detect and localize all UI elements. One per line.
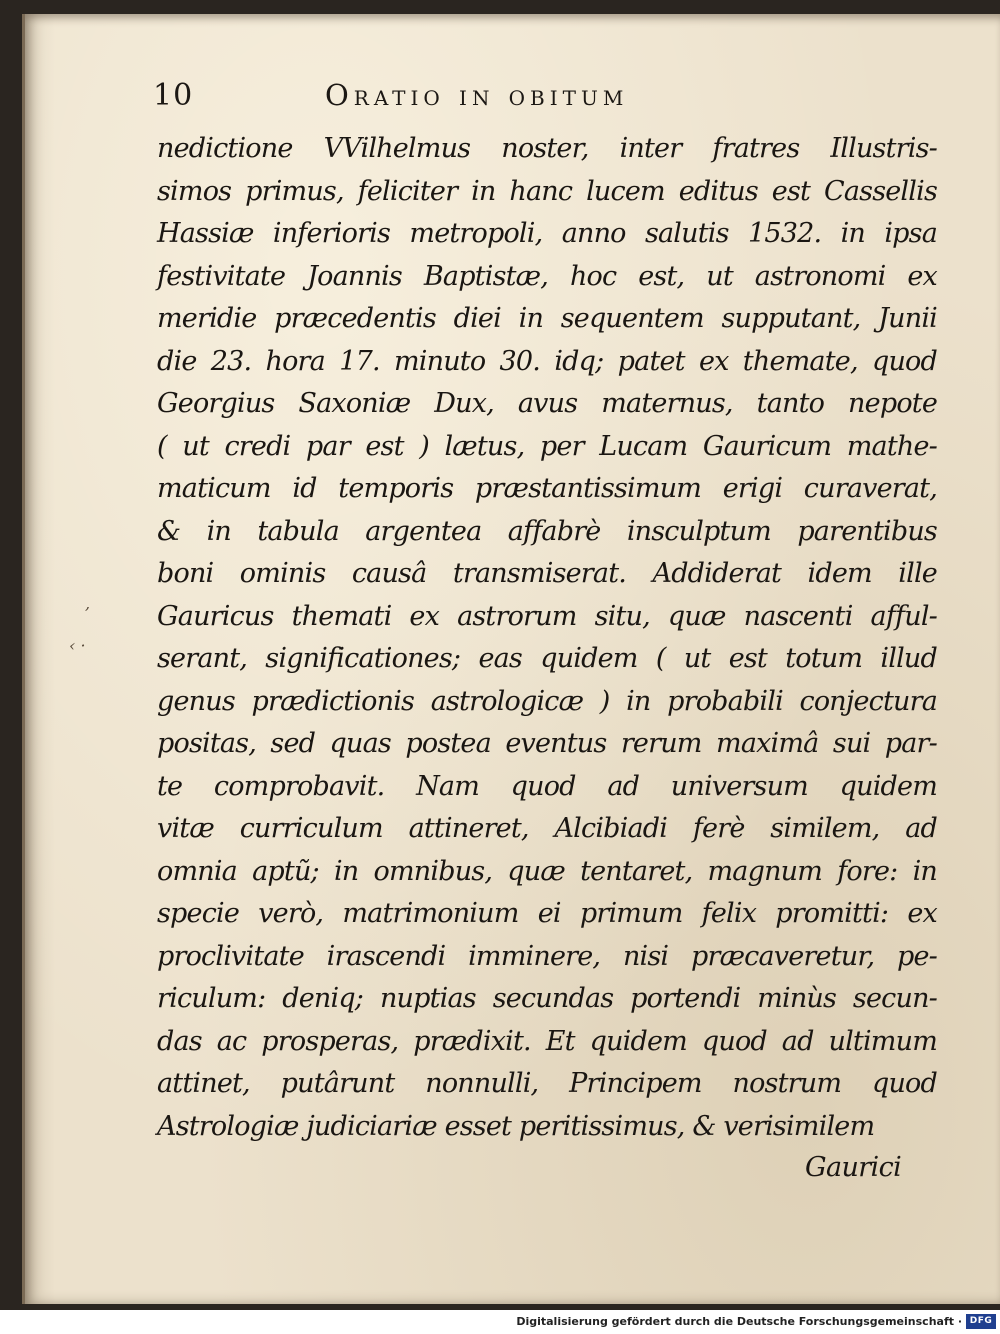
text-line: simos primus, feliciter in hanc lucem editus est Cassellis bbox=[157, 175, 937, 207]
text-line: ( ut credi par est ) lætus, per Lucam Gauricum mathe- bbox=[157, 430, 937, 462]
text-line: attinet, putârunt nonnulli, Principem nostrum quod bbox=[157, 1068, 937, 1099]
page-number: 10 bbox=[153, 78, 194, 113]
text-line: vitæ curriculum attineret, Alcibiadi ferè similem, ad bbox=[157, 813, 937, 844]
text-line: maticum id temporis præstantissimum erigi curaverat, bbox=[157, 473, 937, 504]
text-line: serant, significationes; eas quidem ( ut est totum illud bbox=[157, 643, 937, 674]
text-line: te comprobavit. Nam quod ad universum quidem bbox=[157, 770, 937, 802]
funding-credit: Digitalisierung gefördert durch die Deutsche Forschungsgemeinschaft · bbox=[516, 1315, 962, 1328]
text-line: proclivitate irascendi imminere, nisi præcaveretur, pe- bbox=[157, 940, 937, 972]
text-line: omnia aptũ; in omnibus, quæ tentaret, magnum fore: in bbox=[157, 855, 937, 887]
text-line: genus prædictionis astrologicæ ) in probabili conjectura bbox=[157, 685, 937, 717]
margin-mark: , bbox=[85, 594, 91, 613]
text-line: riculum: deniq; nuptias secundas portendi minùs secun- bbox=[157, 983, 937, 1014]
text-line: specie verò, matrimonium ei primum felix promitti: ex bbox=[157, 898, 937, 929]
text-line: nedictione VVilhelmus noster, inter fratres Illustris- bbox=[157, 133, 937, 164]
digitization-footer bbox=[0, 1312, 1000, 1334]
text-line: Gauricus themati ex astrorum situ, quæ nascenti afful- bbox=[157, 600, 937, 632]
text-line: meridie præcedentis diei in sequentem supputant, Junii bbox=[157, 303, 937, 334]
running-head bbox=[153, 78, 753, 118]
text-line: das ac prosperas, prædixit. Et quidem quod ad ultimum bbox=[157, 1025, 937, 1057]
text-line: Georgius Saxoniæ Dux, avus maternus, tanto nepote bbox=[157, 388, 937, 419]
margin-mark: ‹ · bbox=[69, 636, 86, 655]
text-line: die 23. hora 17. minuto 30. idq; patet ex themate, quod bbox=[157, 345, 937, 377]
text-line: positas, sed quas postea eventus rerum maximâ sui par- bbox=[157, 728, 937, 759]
text-line: Hassiæ inferioris metropoli, anno salutis 1532. in ipsa bbox=[157, 218, 937, 249]
text-line: & in tabula argentea affabrè insculptum parentibus bbox=[157, 515, 937, 547]
text-line: festivitate Joannis Baptistæ, hoc est, ut astronomi ex bbox=[157, 260, 937, 292]
book-page bbox=[22, 14, 1000, 1304]
catchword: Gaurici bbox=[805, 1152, 902, 1183]
text-line: boni ominis causâ transmiserat. Addiderat idem ille bbox=[157, 558, 937, 589]
running-title: Oratio in obitum bbox=[325, 78, 629, 112]
dfg-logo: DFG bbox=[966, 1314, 996, 1329]
body-text bbox=[157, 128, 937, 1148]
text-line: Astrologiæ judiciariæ esset peritissimus, & verisimilem bbox=[157, 1110, 875, 1142]
